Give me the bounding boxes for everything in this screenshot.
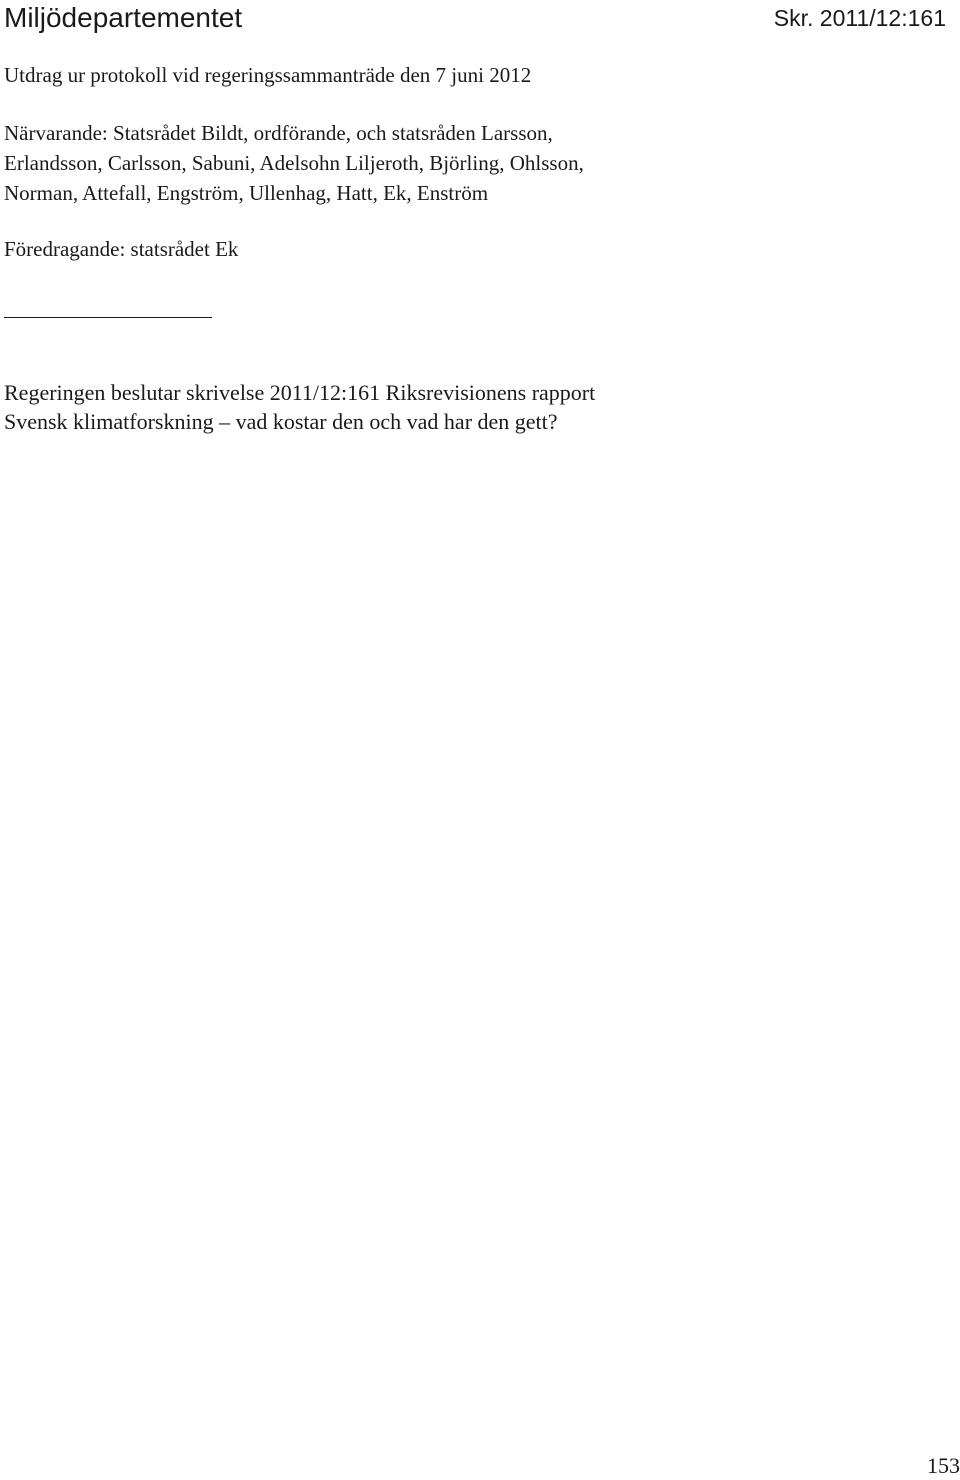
page-number: 153 [927, 1453, 960, 1478]
attendees-line: Norman, Attefall, Engström, Ullenhag, Hatt, Ek, Enström [4, 181, 489, 205]
protocol-heading: Utdrag ur protokoll vid regeringssammanträde den 7 juni 2012 [4, 63, 532, 87]
decision-paragraph [4, 378, 595, 436]
separator-rule [4, 317, 212, 318]
decision-line: Regeringen beslutar skrivelse 2011/12:161 Riksrevisionens rapport [4, 380, 596, 405]
attendees-line: Närvarande: Statsrådet Bildt, ordförande, och statsråden Larsson, [4, 121, 553, 145]
department-title: Miljödepartementet [4, 2, 243, 33]
presenter-line: Föredragande: statsrådet Ek [4, 237, 239, 261]
decision-line: Svensk klimatforskning – vad kostar den och vad har den gett? [4, 409, 558, 434]
attendees-line: Erlandsson, Carlsson, Sabuni, Adelsohn Liljeroth, Björling, Ohlsson, [4, 151, 584, 175]
attendees-paragraph [4, 118, 584, 208]
document-reference: Skr. 2011/12:161 [773, 5, 946, 31]
